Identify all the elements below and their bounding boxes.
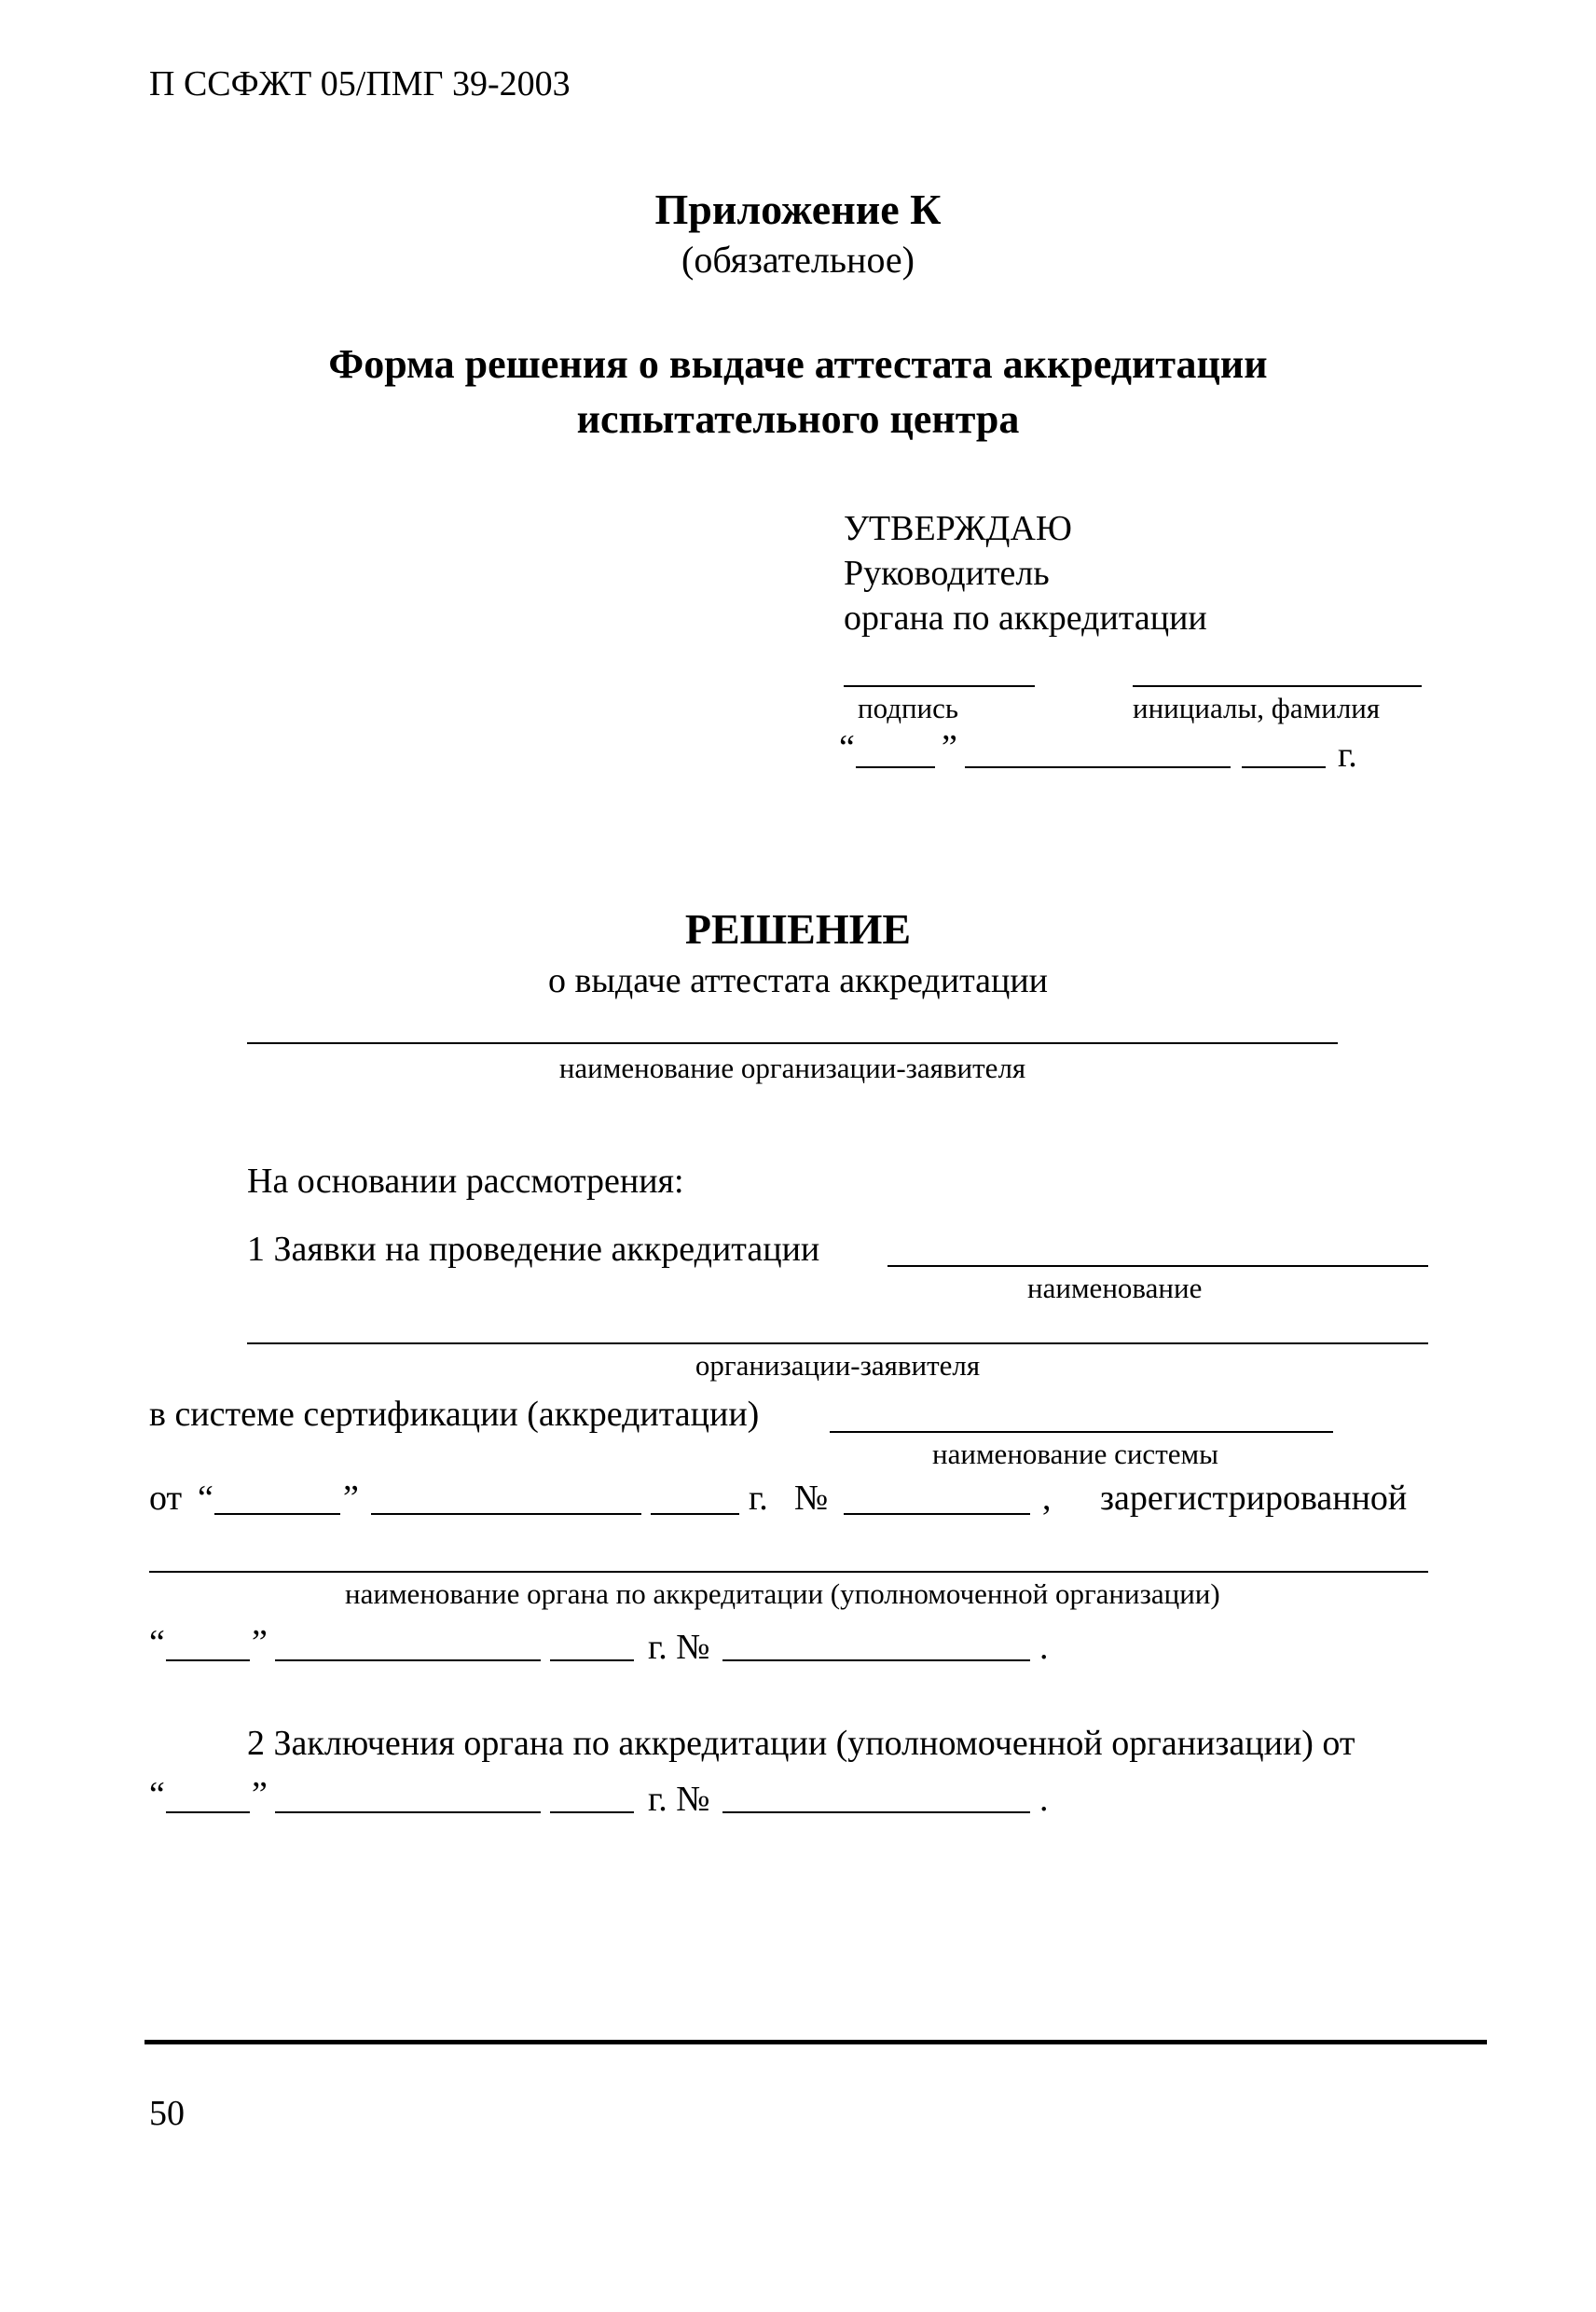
- item2-text: 2 Заключения органа по аккредитации (уполномоченной организации) от: [247, 1724, 1355, 1763]
- signature-line: [844, 685, 1035, 687]
- item1-caption-system: наименование системы: [932, 1438, 1218, 1470]
- approval-quote-close: ”: [942, 728, 957, 767]
- item2-quote-open: “: [149, 1775, 165, 1814]
- approval-month-line: [965, 766, 1231, 768]
- item1-quote-close: ”: [343, 1479, 359, 1518]
- document-code: П ССФЖТ 05/ПМГ 39-2003: [149, 64, 571, 103]
- appendix-status: (обязательное): [681, 239, 915, 281]
- item1-number-line2: [722, 1659, 1030, 1661]
- item1-applicant-line2: [247, 1342, 1428, 1344]
- item1-year-no: г. №: [648, 1628, 710, 1667]
- item2-quote-close: ”: [252, 1775, 268, 1814]
- name-caption: инициалы, фамилия: [1133, 692, 1381, 724]
- item1-year: г.: [749, 1479, 768, 1518]
- item1-number-line: [844, 1513, 1030, 1515]
- approval-label: УТВЕРЖДАЮ: [844, 509, 1072, 548]
- basis-intro: На основании рассмотрения:: [247, 1162, 684, 1201]
- item1-registered: зарегистрированной: [1100, 1479, 1408, 1518]
- item1-number-sign: №: [794, 1479, 829, 1518]
- item1-caption-body: наименование органа по аккредитации (уполномоченной организации): [345, 1577, 1220, 1610]
- org-name-caption: наименование организации-заявителя: [558, 1052, 1026, 1084]
- item1-quote-close2: ”: [252, 1623, 268, 1662]
- item1-quote-open: “: [198, 1479, 213, 1518]
- item1-comma: ,: [1042, 1479, 1052, 1518]
- item1-year-line2: [550, 1659, 634, 1661]
- approval-role-line1: Руководитель: [844, 554, 1050, 593]
- approval-quote-open: “: [839, 728, 855, 767]
- item1-from: от: [149, 1479, 183, 1518]
- org-name-line: [247, 1042, 1338, 1044]
- item1-day-line: [214, 1513, 340, 1515]
- signature-caption: подпись: [858, 692, 959, 724]
- approval-year-suffix: г.: [1338, 736, 1357, 775]
- form-title-line2: испытательного центра: [576, 396, 1020, 442]
- item1-end: .: [1039, 1628, 1049, 1667]
- item2-year-line: [550, 1811, 634, 1813]
- form-title-line1: Форма решения о выдаче аттестата аккредитации: [328, 341, 1268, 387]
- item2-end: .: [1039, 1780, 1049, 1819]
- item1-month-line: [371, 1513, 641, 1515]
- item1-caption-org: организации-заявителя: [695, 1349, 981, 1382]
- footer-rule: [144, 2040, 1487, 2044]
- approval-year-line: [1242, 766, 1326, 768]
- item1-applicant-line1: [887, 1265, 1428, 1267]
- approval-day-line: [856, 766, 935, 768]
- decision-subtitle: о выдаче аттестата аккредитации: [547, 961, 1049, 1000]
- item1-text: 1 Заявки на проведение аккредитации: [247, 1230, 820, 1269]
- item1-year-line: [651, 1513, 739, 1515]
- item1-day-line2: [166, 1659, 250, 1661]
- item1-month-line2: [275, 1659, 541, 1661]
- appendix-title: Приложение К: [654, 186, 942, 233]
- item2-month-line: [275, 1811, 541, 1813]
- decision-title: РЕШЕНИЕ: [684, 905, 912, 953]
- name-line: [1133, 685, 1422, 687]
- item1-quote-open2: “: [149, 1623, 165, 1662]
- item2-day-line: [166, 1811, 250, 1813]
- item1-system-line: [830, 1431, 1333, 1433]
- approval-role-line2: органа по аккредитации: [844, 599, 1207, 638]
- item1-body-line: [149, 1571, 1428, 1573]
- item1-caption-name: наименование: [1027, 1272, 1203, 1304]
- item2-number-line: [722, 1811, 1030, 1813]
- item1-system-text: в системе сертификации (аккредитации): [149, 1395, 760, 1434]
- item2-year-no: г. №: [648, 1780, 710, 1819]
- page-number: 50: [149, 2094, 185, 2133]
